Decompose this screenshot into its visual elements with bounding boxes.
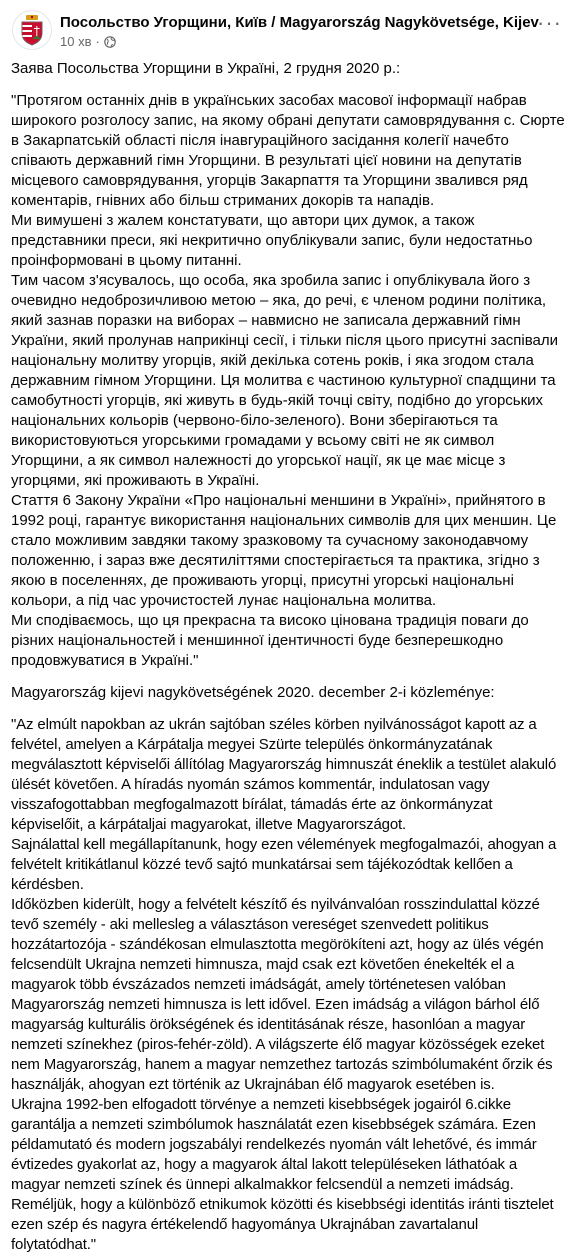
- post-header: [12, 10, 539, 50]
- post-text: [11, 59, 567, 1255]
- post-time-line: [60, 33, 539, 51]
- page-avatar[interactable]: [12, 10, 52, 50]
- paragraph-hu-5: Reméljük, hogy a különböző etnikumok közötti és kisebbségi identitás iránti tisztelet ezen szép és nagyra értékelendő hagyománya Ukrajnában zavartalanul folytatódhat.": [11, 1196, 554, 1253]
- more-options-icon[interactable]: ···: [537, 10, 562, 35]
- paragraph-hu-4: Ukrajna 1992-ben elfogadott törvénye a nemzeti kisebbségek jogairól 6.cikke garantálja a nemzeti szimbólumok használatát ezen kisebbségek számára. Ezen példamutató és modern jogszabályi rendelkezés nyomán vált lehetővé, és immár évtizedes gyakorlat az, hogy a magyarok által lakott településeken láthatóak a magyar nemzeti színek és ünnepi alkalmakkor felcsendül a nemzeti imádság.: [11, 1096, 537, 1193]
- paragraph-hu-3: Időközben kiderült, hogy a felvételt készítő és nyilvánvalóan rosszindulattal közzé tevő személy - aki mellesleg a választáson vereséget szenvedett politikus hozzátartozója - szándékosan elmulasztotta megörökíteni azt, hogy az ülés végén felcsendült Ukrajna nemzeti himnusza, majd csak ezt követően énekelték el a magyarok több évszázados nemzeti imádságát, amely történetesen valóban Magyarország nemzeti himnusza is lett idővel. Ezen imádság a világon bárhol élő magyarság kulturális örökségének és identitásának része, hasonlóan a magyar nemzeti színekhez (piros-fehér-zöld). A világszerte élő magyar közösségek ezeket nem Magyarország, hanem a magyar nemzethez tartozás szimbólumaként őrzik és használják, ahogyan ezt történik az Ukrajnában élő magyarok esetében is.: [11, 896, 553, 1093]
- page-name-link[interactable]: Посольство Угорщини, Київ / Magyarország Nagykövetsége, Kijev: [60, 14, 539, 31]
- paragraph-hu-title: Magyarország kijevi nagykövetségének 2020. december 2-i közleménye:: [11, 684, 495, 701]
- hungary-coat-of-arms-icon: [19, 14, 45, 46]
- paragraph-ua-3: Тим часом з'ясувалось, що особа, яка зробила запис і опублікувала його з очевидно недоброзичливою метою – яка, до речі, є членом родини політика, який зазнав поразки на виборах – навмисно не записала державний гімн України, який пролунав наприкінці сесії, і тільки після цього присутні заспівали національну молитву угорців, якій декілька сотень років, і яка згодом стала державним гімном Угорщини. Ця молитва є частиною культурної спадщини та самобутності угорців, які живуть в будь-якій точці світу, подібно до угорських національних кольорів (червоно-біло-зеленого). Вони зберігаються та використовуються угорськими громадами у всьому світі не як символ Угорщини, а як символ належності до угорської нації, як це має місце з угорцями, які проживають в Україні.: [11, 272, 559, 489]
- paragraph-ua-5: Ми сподіваємось, що ця прекрасна та високо цінована традиція поваги до різних національностей і меншинної ідентичності буде безперешкодно продовжуватися в Україні.": [11, 612, 529, 669]
- paragraph-ua-4: Стаття 6 Закону України «Про національні меншини в Україні», прийнятого в 1992 році, гарантує використання національних символів для цих меншин. Це стало можливим завдяки такому зразковому та сучасному законодавчому положенню, і зараз вже десятиліттями спостерігається та практика, згідно з якою в поселеннях, де проживають угорці, присутні угорські національні кольори, а під час урочистостей лунає національна молитва.: [11, 492, 557, 609]
- post-timestamp[interactable]: 10 хв: [60, 34, 92, 49]
- post-meta: [60, 13, 539, 50]
- paragraph-ua-1: "Протягом останніх днів в українських засобах масової інформації набрав широкого розголосу запис, на якому обрані депутати самоврядування с. Сюрте в Закарпатській області після інавгураційного засідання колегії начебто співають державний гімн Угорщини. В результаті цієї новини на депутатів місцевого самоврядування, угорців Закарпаття та Угорщини звалився ряд коментарів, гнівних або більш стриманих докорів та нападів.: [11, 92, 565, 209]
- paragraph-ua-2: Ми вимушені з жалем констатувати, що автори цих думок, а також представники преси, які некритично опублікували запис, були недостатньо проінформовані в цьому питанні.: [11, 212, 533, 269]
- paragraph-ua-title: Заява Посольства Угорщини в Україні, 2 грудня 2020 р.:: [11, 60, 401, 77]
- paragraph-hu-2: Sajnálattal kell megállapítanunk, hogy ezen vélemények megfogalmazói, ahogyan a felvételt kritikátlanul közzé tevő sajtó munkatársai sem tájékozódtak kellően a kérdésben.: [11, 836, 557, 893]
- separator-dot: ·: [95, 34, 100, 49]
- globe-icon[interactable]: [104, 36, 116, 48]
- paragraph-hu-1: "Az elmúlt napokban az ukrán sajtóban széles körben nyilvánosságot kapott az a felvétel, amelyen a Kárpátalja megyei Szürte település önkormányzatának megválasztott képviselői állítólag Magyarország himnuszát éneklik a testület alakuló ülését követően. A híradás nyomán számos kommentár, indulatosan vagy visszafogottabban megfogalmazott bírálat, támadás érte az önkormányzat képviselőit, a kárpátaljai magyarokat, illetve Magyarországot.: [11, 716, 557, 833]
